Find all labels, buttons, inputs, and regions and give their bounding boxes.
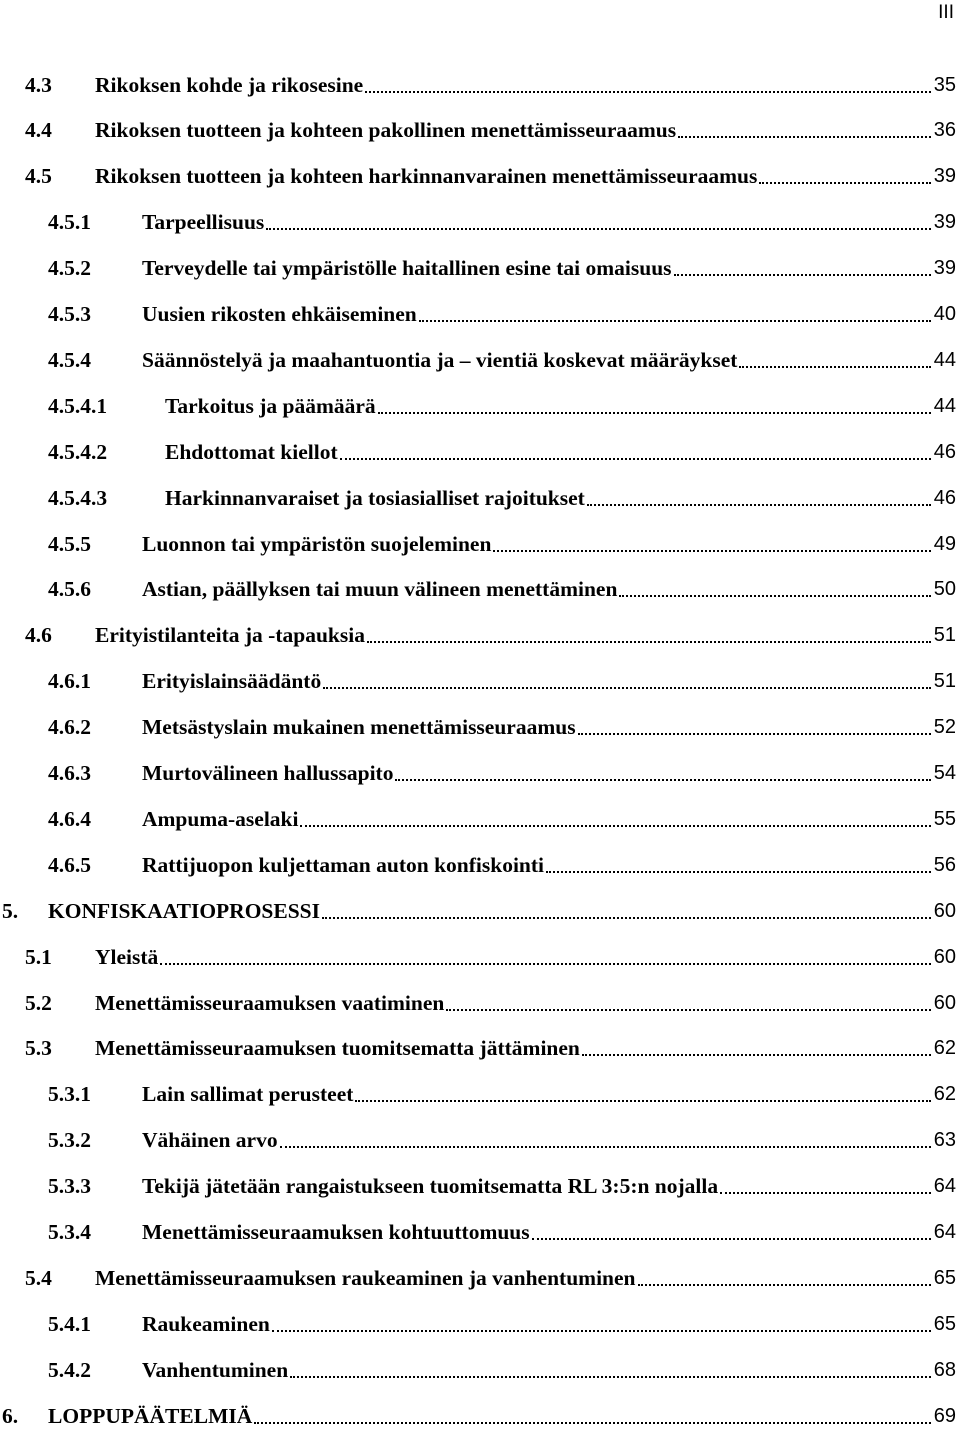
toc-dot-leader	[266, 227, 930, 230]
toc-entry-title: Ehdottomat kiellot	[165, 439, 338, 464]
toc-entry-title: Erityislainsäädäntö	[142, 669, 322, 694]
toc-dot-leader	[582, 1053, 931, 1056]
toc-entry-number: 4.6.1	[48, 669, 91, 694]
toc-entry-number: 4.4	[25, 118, 52, 143]
toc-entry-number: 5.4.2	[48, 1357, 91, 1382]
toc-entry[interactable]	[0, 1167, 960, 1207]
page-number: III	[938, 2, 954, 23]
toc-dot-leader	[272, 1329, 931, 1332]
toc-entry-number: 4.5.1	[48, 210, 91, 235]
toc-entry-number: 4.5.4.2	[48, 439, 108, 464]
toc-entry-number: 5.3	[25, 1036, 52, 1061]
toc-entry-number: 4.6.2	[48, 715, 91, 740]
toc-entry-page: 65	[933, 1266, 956, 1289]
toc-dot-leader	[160, 962, 930, 965]
toc-dot-leader	[546, 870, 931, 873]
toc-entry-page: 55	[933, 807, 956, 830]
toc-entry-number: 4.5.4.3	[48, 485, 108, 510]
toc-entry-page: 60	[933, 899, 956, 922]
toc-entry-title: Tarkoitus ja päämäärä	[165, 393, 376, 418]
toc-entry-title: Menettämisseuraamuksen tuomitsematta jättäminen	[95, 1036, 580, 1061]
toc-entry[interactable]	[0, 478, 960, 518]
toc-dot-leader	[619, 594, 930, 597]
toc-dot-leader	[355, 1099, 930, 1102]
toc-dot-leader	[739, 365, 930, 368]
toc-dot-leader	[678, 135, 931, 138]
toc-entry-number: 5.3.1	[48, 1082, 91, 1107]
toc-entry-page: 64	[933, 1175, 956, 1198]
toc-entry-title: Raukeaminen	[142, 1311, 270, 1336]
toc-entry-number: 5.2	[25, 990, 52, 1015]
toc-entry-page: 64	[933, 1221, 956, 1243]
toc-dot-leader	[674, 273, 931, 276]
toc-dot-leader	[323, 686, 931, 689]
toc-entry-number: 5.4	[25, 1265, 52, 1290]
toc-entry-number: 5.1	[25, 944, 52, 969]
toc-entry-page: 63	[933, 1129, 956, 1152]
toc-dot-leader	[759, 181, 930, 184]
toc-entry[interactable]	[0, 157, 960, 197]
toc-entry-number: 5.3.4	[48, 1220, 91, 1244]
toc-entry[interactable]	[0, 1258, 960, 1298]
toc-entry-title: Uusien rikosten ehkäiseminen	[142, 302, 417, 326]
toc-entry-page: 36	[933, 119, 956, 142]
toc-entry[interactable]	[0, 111, 960, 151]
toc-entry-page: 51	[933, 670, 956, 693]
toc-entry-number: 4.6.3	[48, 761, 91, 785]
toc-entry-title: Vanhentuminen	[142, 1357, 289, 1382]
toc-entry-title: Metsästyslain mukainen menettämisseuraamus	[142, 715, 576, 740]
toc-entry[interactable]	[0, 891, 960, 931]
toc-entry-number: 4.5.5	[48, 531, 91, 556]
toc-dot-leader	[367, 640, 931, 643]
toc-entry[interactable]	[0, 1075, 960, 1115]
toc-entry-page: 51	[933, 624, 956, 647]
toc-entry[interactable]	[0, 386, 960, 426]
toc-entry[interactable]	[0, 340, 960, 380]
toc-entry-page: 65	[933, 1312, 956, 1335]
toc-entry-title: Rikoksen tuotteen ja kohteen pakollinen menettämisseuraamus	[95, 118, 677, 143]
toc-entry-title: Tekijä jätetään rangaistukseen tuomitsematta RL 3:5:n nojalla	[142, 1174, 719, 1199]
toc-entry-title: Menettämisseuraamuksen kohtuuttomuus	[142, 1220, 530, 1244]
toc-entry-page: 39	[933, 257, 956, 280]
toc-entry[interactable]	[0, 524, 960, 564]
toc-entry-title: Lain sallimat perusteet	[142, 1082, 354, 1107]
toc-entry[interactable]	[0, 662, 960, 702]
toc-entry-title: Erityistilanteita ja -tapauksia	[95, 623, 365, 648]
toc-entry-title: Menettämisseuraamuksen raukeaminen ja vanhentuminen	[95, 1265, 636, 1290]
toc-dot-leader	[365, 90, 931, 93]
toc-entry[interactable]	[0, 937, 960, 977]
toc-entry-title: Yleistä	[95, 944, 159, 969]
toc-entry-page: 62	[933, 1083, 956, 1106]
toc-entry-title: Rikoksen kohde ja rikosesine	[95, 72, 364, 97]
toc-entry-page: 35	[933, 73, 956, 96]
toc-entry-page: 39	[933, 165, 956, 188]
toc-entry-number: 4.5.6	[48, 577, 91, 602]
toc-entry-title: Astian, päällyksen tai muun välineen menettäminen	[142, 577, 618, 602]
toc-entry-title: Rattijuopon kuljettaman auton konfiskointi	[142, 852, 545, 877]
toc-entry-title: LOPPUPÄÄTELMIÄ	[48, 1403, 253, 1428]
toc-dot-leader	[300, 824, 930, 827]
toc-dot-leader	[280, 1145, 931, 1148]
toc-entry[interactable]	[0, 1213, 960, 1253]
toc-entry-title: Säännöstelyä ja maahantuontia ja – vientiä koskevat määräykset	[142, 347, 738, 372]
toc-entry-title: Terveydelle tai ympäristölle haitallinen esine tai omaisuus	[142, 256, 672, 281]
toc-entry[interactable]	[0, 570, 960, 610]
toc-dot-leader	[638, 1283, 931, 1286]
toc-entry-title: Ampuma-aselaki	[142, 806, 299, 831]
toc-entry-title: Vähäinen arvo	[142, 1128, 278, 1153]
toc-entry[interactable]	[0, 249, 960, 289]
toc-entry[interactable]	[0, 754, 960, 794]
toc-entry[interactable]	[0, 1350, 960, 1390]
toc-entry[interactable]	[0, 65, 960, 105]
toc-entry-page: 40	[933, 303, 956, 325]
toc-entry-page: 54	[933, 762, 956, 784]
toc-entry[interactable]	[0, 799, 960, 839]
toc-entry-number: 4.6	[25, 623, 52, 648]
toc-entry-title: Tarpeellisuus	[142, 210, 265, 235]
toc-dot-leader	[446, 1008, 930, 1011]
toc-dot-leader	[493, 549, 930, 552]
toc-entry-page: 50	[933, 578, 956, 601]
toc-entry-page: 68	[933, 1358, 956, 1381]
toc-entry[interactable]	[0, 1396, 960, 1436]
toc-entry[interactable]	[0, 1304, 960, 1344]
toc-entry-title: Menettämisseuraamuksen vaatiminen	[95, 990, 445, 1015]
toc-entry-page: 44	[933, 394, 956, 417]
toc-entry-number: 4.3	[25, 72, 52, 97]
toc-dot-leader	[322, 916, 931, 919]
toc-entry-number: 5.3.3	[48, 1174, 91, 1199]
toc-entry-number: 4.5.4.1	[48, 393, 108, 418]
toc-entry-page: 56	[933, 853, 956, 876]
toc-dot-leader	[340, 457, 931, 460]
toc-entry-page: 49	[933, 532, 956, 555]
toc-dot-leader	[578, 732, 931, 735]
toc-dot-leader	[378, 411, 931, 414]
toc-entry-page: 44	[933, 348, 956, 371]
toc-dot-leader	[290, 1375, 931, 1378]
toc-entry-number: 4.5	[25, 164, 52, 189]
toc-entry-number: 4.6.4	[48, 806, 91, 831]
toc-dot-leader	[419, 319, 931, 322]
toc-entry-title: Murtovälineen hallussapito	[142, 761, 394, 785]
toc-entry-number: 5.	[2, 898, 19, 923]
toc-entry-title: KONFISKAATIOPROSESSI	[48, 898, 321, 923]
toc-entry-number: 4.5.3	[48, 302, 91, 326]
toc-entry-page: 69	[933, 1404, 956, 1427]
toc-entry[interactable]	[0, 1121, 960, 1161]
toc-entry[interactable]	[0, 616, 960, 656]
toc-entry-number: 5.4.1	[48, 1311, 91, 1336]
toc-entry-number: 4.5.2	[48, 256, 91, 281]
toc-entry[interactable]	[0, 708, 960, 748]
toc-entry[interactable]	[0, 1029, 960, 1069]
toc-entry[interactable]	[0, 983, 960, 1023]
toc-entry-number: 4.6.5	[48, 852, 91, 877]
toc-dot-leader	[587, 503, 931, 506]
toc-entry-page: 60	[933, 945, 956, 968]
toc-dot-leader	[532, 1237, 931, 1240]
toc-entry-title: Harkinnanvaraiset ja tosiasialliset rajoitukset	[165, 485, 585, 510]
toc-entry-page: 52	[933, 716, 956, 739]
toc-entry[interactable]	[0, 432, 960, 472]
toc-entry-number: 4.5.4	[48, 347, 91, 372]
toc-dot-leader	[254, 1421, 931, 1424]
toc-dot-leader	[720, 1191, 931, 1194]
toc-entry[interactable]	[0, 295, 960, 335]
toc-entry-number: 6.	[2, 1403, 19, 1428]
toc-entry-page: 46	[933, 440, 956, 463]
toc-dot-leader	[395, 778, 930, 781]
toc-entry-title: Rikoksen tuotteen ja kohteen harkinnanvarainen menettämisseuraamus	[95, 164, 758, 189]
toc-entry-page: 62	[933, 1037, 956, 1060]
toc-entry-page: 46	[933, 486, 956, 509]
toc-entry[interactable]	[0, 845, 960, 885]
toc-entry-page: 60	[933, 991, 956, 1014]
toc-entry-number: 5.3.2	[48, 1128, 91, 1153]
toc-entry[interactable]	[0, 203, 960, 243]
toc-entry-page: 39	[933, 211, 956, 234]
toc-entry-title: Luonnon tai ympäristön suojeleminen	[142, 531, 492, 556]
